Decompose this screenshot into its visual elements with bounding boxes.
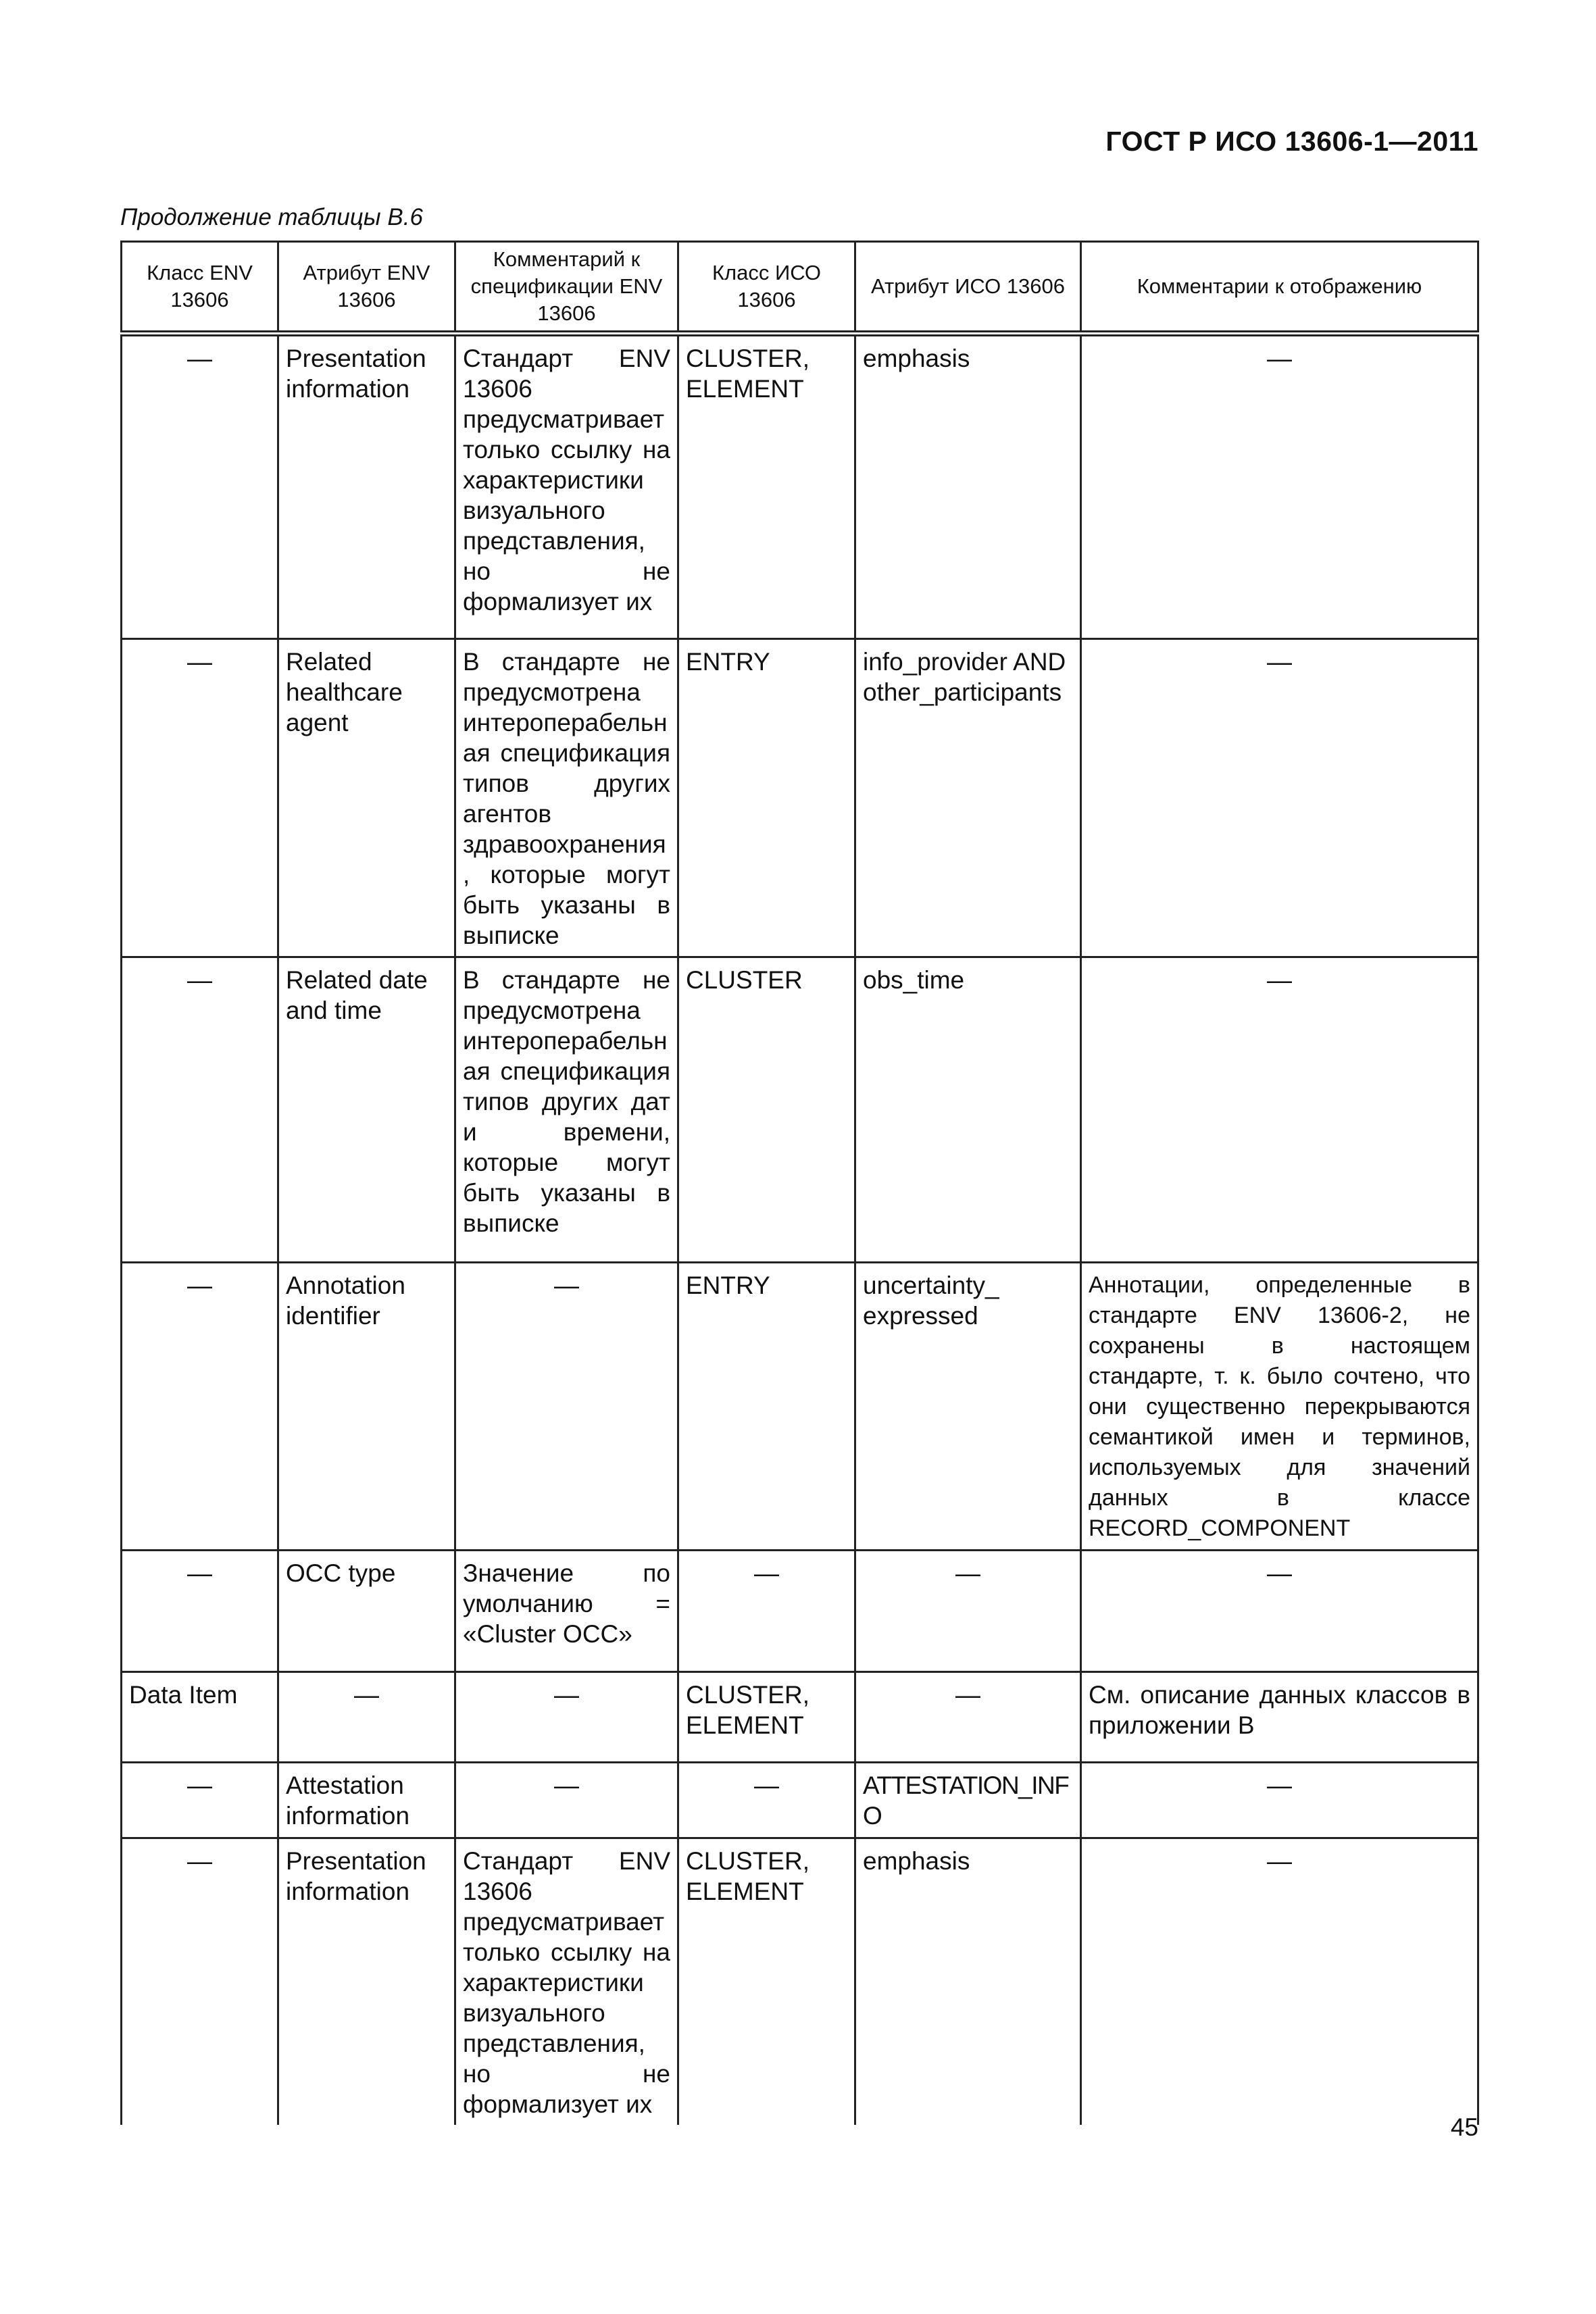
- table-row: [122, 1551, 1478, 1672]
- cell-env-class: —: [122, 1263, 278, 1551]
- cell-iso-class: ENTRY: [678, 639, 855, 957]
- cell-env-attribute: Attestation information: [278, 1763, 455, 1838]
- table-row: [122, 1763, 1478, 1838]
- cell-env-comment: Стандарт ENV 13606 предусматривает только ссылку на характеристики визуального представления, но не формализует их: [455, 1838, 678, 2126]
- cell-env-attribute: Related date and time: [278, 957, 455, 1263]
- cell-env-comment: Значение по умолчанию = «Cluster OCC»: [455, 1551, 678, 1672]
- cell-iso-class: ENTRY: [678, 1263, 855, 1551]
- table-row: [122, 957, 1478, 1263]
- cell-mapping-comment: См. описание данных классов в приложении В: [1081, 1672, 1478, 1763]
- cell-env-attribute: OCC type: [278, 1551, 455, 1672]
- table-row: [122, 1838, 1478, 2126]
- cell-env-comment: В стандарте не предусмотрена интероперабельная спецификация типов других агентов здравоохранения, которые могут быть указаны в выписке: [455, 639, 678, 957]
- cell-env-attribute: Presentation information: [278, 1838, 455, 2126]
- table-row: [122, 334, 1478, 639]
- cell-iso-attribute: info_provider AND other_participants: [855, 639, 1081, 957]
- cell-mapping-comment: —: [1081, 1551, 1478, 1672]
- cell-mapping-comment: —: [1081, 1763, 1478, 1838]
- cell-iso-attribute: —: [855, 1672, 1081, 1763]
- cell-env-class: —: [122, 1838, 278, 2126]
- cell-iso-attribute: uncertainty_ expressed: [855, 1263, 1081, 1551]
- header-env-attribute: Атрибут ENV 13606: [278, 242, 455, 334]
- cell-env-comment: В стандарте не предусмотрена интероперабельная спецификация типов других дат и времени, которые могут быть указаны в выписке: [455, 957, 678, 1263]
- cell-env-class: —: [122, 957, 278, 1263]
- cell-mapping-comment: —: [1081, 1838, 1478, 2126]
- cell-env-class: —: [122, 639, 278, 957]
- header-iso-attribute: Атрибут ИСО 13606: [855, 242, 1081, 334]
- header-env-class: Класс ENV 13606: [122, 242, 278, 334]
- cell-iso-class: —: [678, 1763, 855, 1838]
- cell-iso-class: CLUSTER, ELEMENT: [678, 1838, 855, 2126]
- cell-iso-class: —: [678, 1551, 855, 1672]
- cell-iso-class: CLUSTER, ELEMENT: [678, 1672, 855, 1763]
- cell-iso-class: CLUSTER: [678, 957, 855, 1263]
- cell-iso-attribute: ATTESTATION_INFO: [855, 1763, 1081, 1838]
- header-env-comment: Комментарий к спецификации ENV 13606: [455, 242, 678, 334]
- cell-mapping-comment: Аннотации, определенные в стандарте ENV 13606-2, не сохранены в настоящем стандарте, т. к. было сочтено, что они существенно перекрываются семантикой имен и терминов, используемых для значений данных в классе RECORD_COMPONENT: [1081, 1263, 1478, 1551]
- cell-env-comment: —: [455, 1672, 678, 1763]
- header-mapping-comment: Комментарии к отображению: [1081, 242, 1478, 334]
- cell-mapping-comment: —: [1081, 639, 1478, 957]
- cell-iso-class: CLUSTER, ELEMENT: [678, 334, 855, 639]
- cell-env-attribute: —: [278, 1672, 455, 1763]
- cell-env-attribute: Related healthcare agent: [278, 639, 455, 957]
- document-header: ГОСТ Р ИСО 13606-1—2011: [1105, 126, 1478, 157]
- table-row: [122, 639, 1478, 957]
- cell-mapping-comment: —: [1081, 334, 1478, 639]
- cell-mapping-comment: —: [1081, 957, 1478, 1263]
- cell-env-attribute: Presentation information: [278, 334, 455, 639]
- table-row: [122, 1672, 1478, 1763]
- cell-env-class: Data Item: [122, 1672, 278, 1763]
- cell-env-attribute: Annotation identifier: [278, 1263, 455, 1551]
- mapping-table: [120, 241, 1479, 2125]
- table-container: [120, 241, 1477, 2118]
- header-iso-class: Класс ИСО 13606: [678, 242, 855, 334]
- cell-iso-attribute: emphasis: [855, 1838, 1081, 2126]
- cell-env-comment: Стандарт ENV 13606 предусматривает только ссылку на характеристики визуального представления, но не формализует их: [455, 334, 678, 639]
- table-header-row: [122, 242, 1478, 334]
- cell-iso-attribute: emphasis: [855, 334, 1081, 639]
- table-row: [122, 1263, 1478, 1551]
- cell-env-class: —: [122, 1763, 278, 1838]
- cell-env-comment: —: [455, 1763, 678, 1838]
- table-caption: Продолжение таблицы В.6: [120, 204, 423, 230]
- page-number: 45: [1450, 2113, 1478, 2141]
- cell-iso-attribute: obs_time: [855, 957, 1081, 1263]
- cell-iso-attribute: —: [855, 1551, 1081, 1672]
- cell-env-comment: —: [455, 1263, 678, 1551]
- cell-env-class: —: [122, 1551, 278, 1672]
- cell-env-class: —: [122, 334, 278, 639]
